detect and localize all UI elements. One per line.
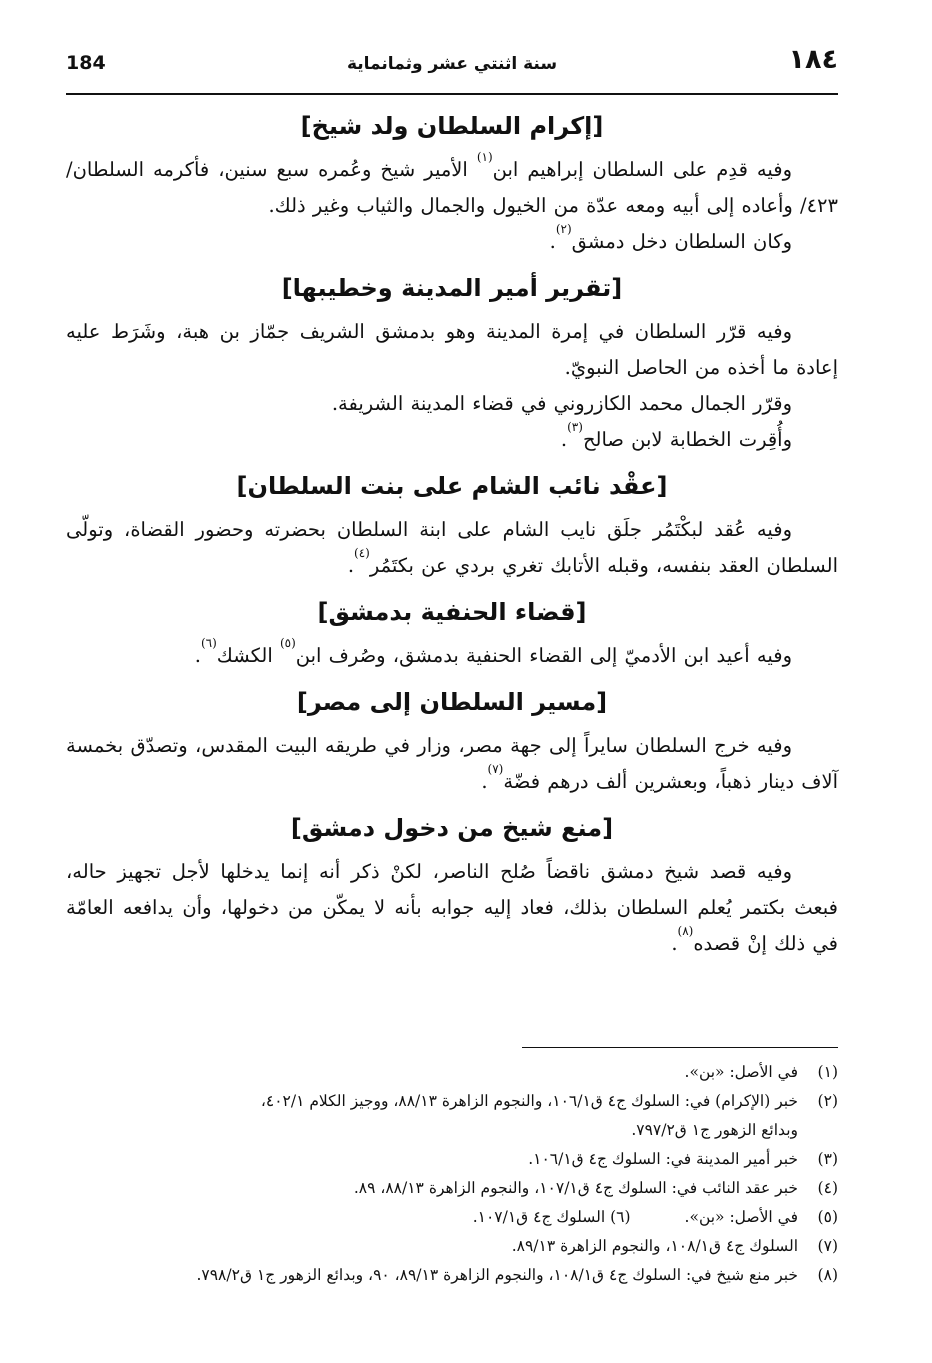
footnote-continuation: وبدائع الزهور ج١ ق٧٩٧/٢. (631, 1121, 798, 1139)
section-title: [منع شيخ من دخول دمشق] (290, 814, 614, 842)
text: . (671, 932, 678, 955)
footnote-text: خبر أمير المدينة في: السلوك ج٤ ق١٠٦/١. (528, 1150, 798, 1168)
footnote-text: في الأصل: «بن». (684, 1208, 798, 1226)
section-3 (66, 464, 838, 584)
paragraph (66, 224, 838, 260)
paragraph (66, 152, 838, 224)
section-title: [قضاء الحنفية بدمشق] (317, 598, 587, 626)
footnote-number: (١) (817, 1063, 838, 1081)
text: . (194, 644, 201, 667)
text: وأُقِرت الخطابة لابن صالح (582, 428, 792, 451)
page-header (66, 44, 838, 88)
section-5 (66, 680, 838, 800)
footnote-number: (٨) (817, 1266, 838, 1284)
footnote-ref: (٦) (200, 636, 217, 650)
paragraph (66, 422, 838, 458)
footnote-ref: (٨) (677, 924, 694, 938)
section-1 (66, 104, 838, 260)
paragraph (66, 638, 838, 674)
footnote (66, 1174, 838, 1203)
text: . (560, 428, 568, 451)
main-text (66, 104, 838, 968)
footnote-text: في الأصل: «بن». (684, 1063, 798, 1081)
footnote (66, 1058, 838, 1087)
text: الأمير شيخ وعُمره سبع سنين، فأكرمه السلطان/ ٤٢٣/ وأعاده إلى أبيه ومعه عدّة من الخيول والجمال والثياب وغير ذلك. (66, 158, 838, 217)
footnote-number: (٢) (817, 1092, 838, 1110)
text: وفيه عُقد لبكْتَمُر جلَق نايب الشام على ابنة السلطان بحضرته وحضور القضاة، وتولّى السلطان العقد بنفسه، وقبله الأتابك تغري بردي عن بكتَمُر (66, 518, 838, 577)
section-title: [إكرام السلطان ولد شيخ] (300, 112, 604, 140)
section-title: [عقْد نائب الشام على بنت السلطان] (236, 472, 668, 500)
section-title: [تقرير أمير المدينة وخطيبها] (281, 274, 623, 302)
running-title: سنة اثنتي عشر وثمانماية (346, 54, 558, 74)
text: وفيه خرج السلطان سايراً إلى جهة مصر، وزار في طريقه البيت المقدس، وتصدّق بخمسة آلاف دينار ذهباً، وبعشرين ألف درهم فضّة (66, 734, 838, 793)
footnote (66, 1145, 838, 1174)
text: وفيه أعيد ابن الأدميّ إلى القضاء الحنفية بدمشق، وصُرف ابن (295, 644, 792, 667)
footnote-ref: (٤) (354, 546, 370, 560)
footnote-text: السلوك ج٤ ق١٠٨/١، والنجوم الزاهرة ٨٩/١٣. (511, 1237, 798, 1255)
header-rule (66, 93, 838, 95)
footnote (66, 1203, 838, 1232)
footnote-number: (٥) (817, 1208, 838, 1226)
footnote-text: السلوك ج٤ ق١٠٧/١. (472, 1208, 606, 1226)
paragraph: وفيه قرّر السلطان في إمرة المدينة وهو بدمشق الشريف جمّاز بن هبة، وشَرَط عليه إعادة ما أخذه من الحاصل النبويّ. (66, 320, 838, 379)
text: الكشك (216, 644, 280, 667)
section-4 (66, 590, 838, 674)
footnote (66, 1232, 838, 1261)
text: وفيه قدِم على السلطان إبراهيم ابن (492, 158, 792, 181)
text: . (549, 230, 556, 253)
footnote-text: خبر منع شيخ في: السلوك ج٤ ق١٠٨/١، والنجوم الزاهرة ٨٩/١٣، ٩٠، وبدائع الزهور ج١ ق٧٩٨/٢. (196, 1266, 798, 1284)
text: . (347, 554, 355, 577)
footnote-number: (٤) (817, 1179, 838, 1197)
paragraph (66, 854, 838, 962)
paragraph (66, 512, 838, 584)
footnote-number: (٧) (817, 1237, 838, 1255)
footnotes (66, 1058, 838, 1290)
footnote-text: خبر (الإكرام) في: السلوك ج٤ ق١٠٦/١، والنجوم الزاهرة ٨٨/١٣، ووجيز الكلام ٤٠٢/١، (260, 1092, 798, 1110)
footnote-ref: (٧) (487, 762, 504, 776)
footnote-ref: (٢) (555, 222, 572, 236)
paragraph (66, 728, 838, 800)
page-number-latin: 184 (66, 52, 106, 74)
footnote-ref: (٥) (279, 636, 296, 650)
page-number-arabic: ١٨٤ (788, 44, 838, 75)
footnote-text: خبر عقد النائب في: السلوك ج٤ ق١٠٧/١، والنجوم الزاهرة ٨٨/١٣، ٨٩. (353, 1179, 798, 1197)
text: . (481, 770, 488, 793)
section-2 (66, 266, 838, 458)
section-6 (66, 806, 838, 962)
footnote-number: (٦) (610, 1208, 631, 1226)
paragraph: وقرّر الجمال محمد الكازروني في قضاء المدينة الشريفة. (331, 392, 792, 415)
text: وفيه قصد شيخ دمشق ناقضاً صُلح الناصر، لكنْ ذكر أنه إنما يدخلها لأجل تجهيز حاله، فبعث بكتمر يُعلم السلطان بذلك، فعاد إليه جوابه بأنه لا يمكّن من دخولها، وأن يدافعه العامّة في ذلك إنْ قصده (66, 860, 838, 955)
footnote (66, 1087, 838, 1116)
footnote (66, 1261, 838, 1290)
footnote-number: (٣) (817, 1150, 838, 1168)
footnote-rule (522, 1047, 838, 1048)
footnote-ref: (٣) (567, 420, 583, 434)
section-title: [مسير السلطان إلى مصر] (296, 688, 608, 716)
footnote-ref: (١) (476, 150, 493, 164)
text: وكان السلطان دخل دمشق (571, 230, 792, 253)
